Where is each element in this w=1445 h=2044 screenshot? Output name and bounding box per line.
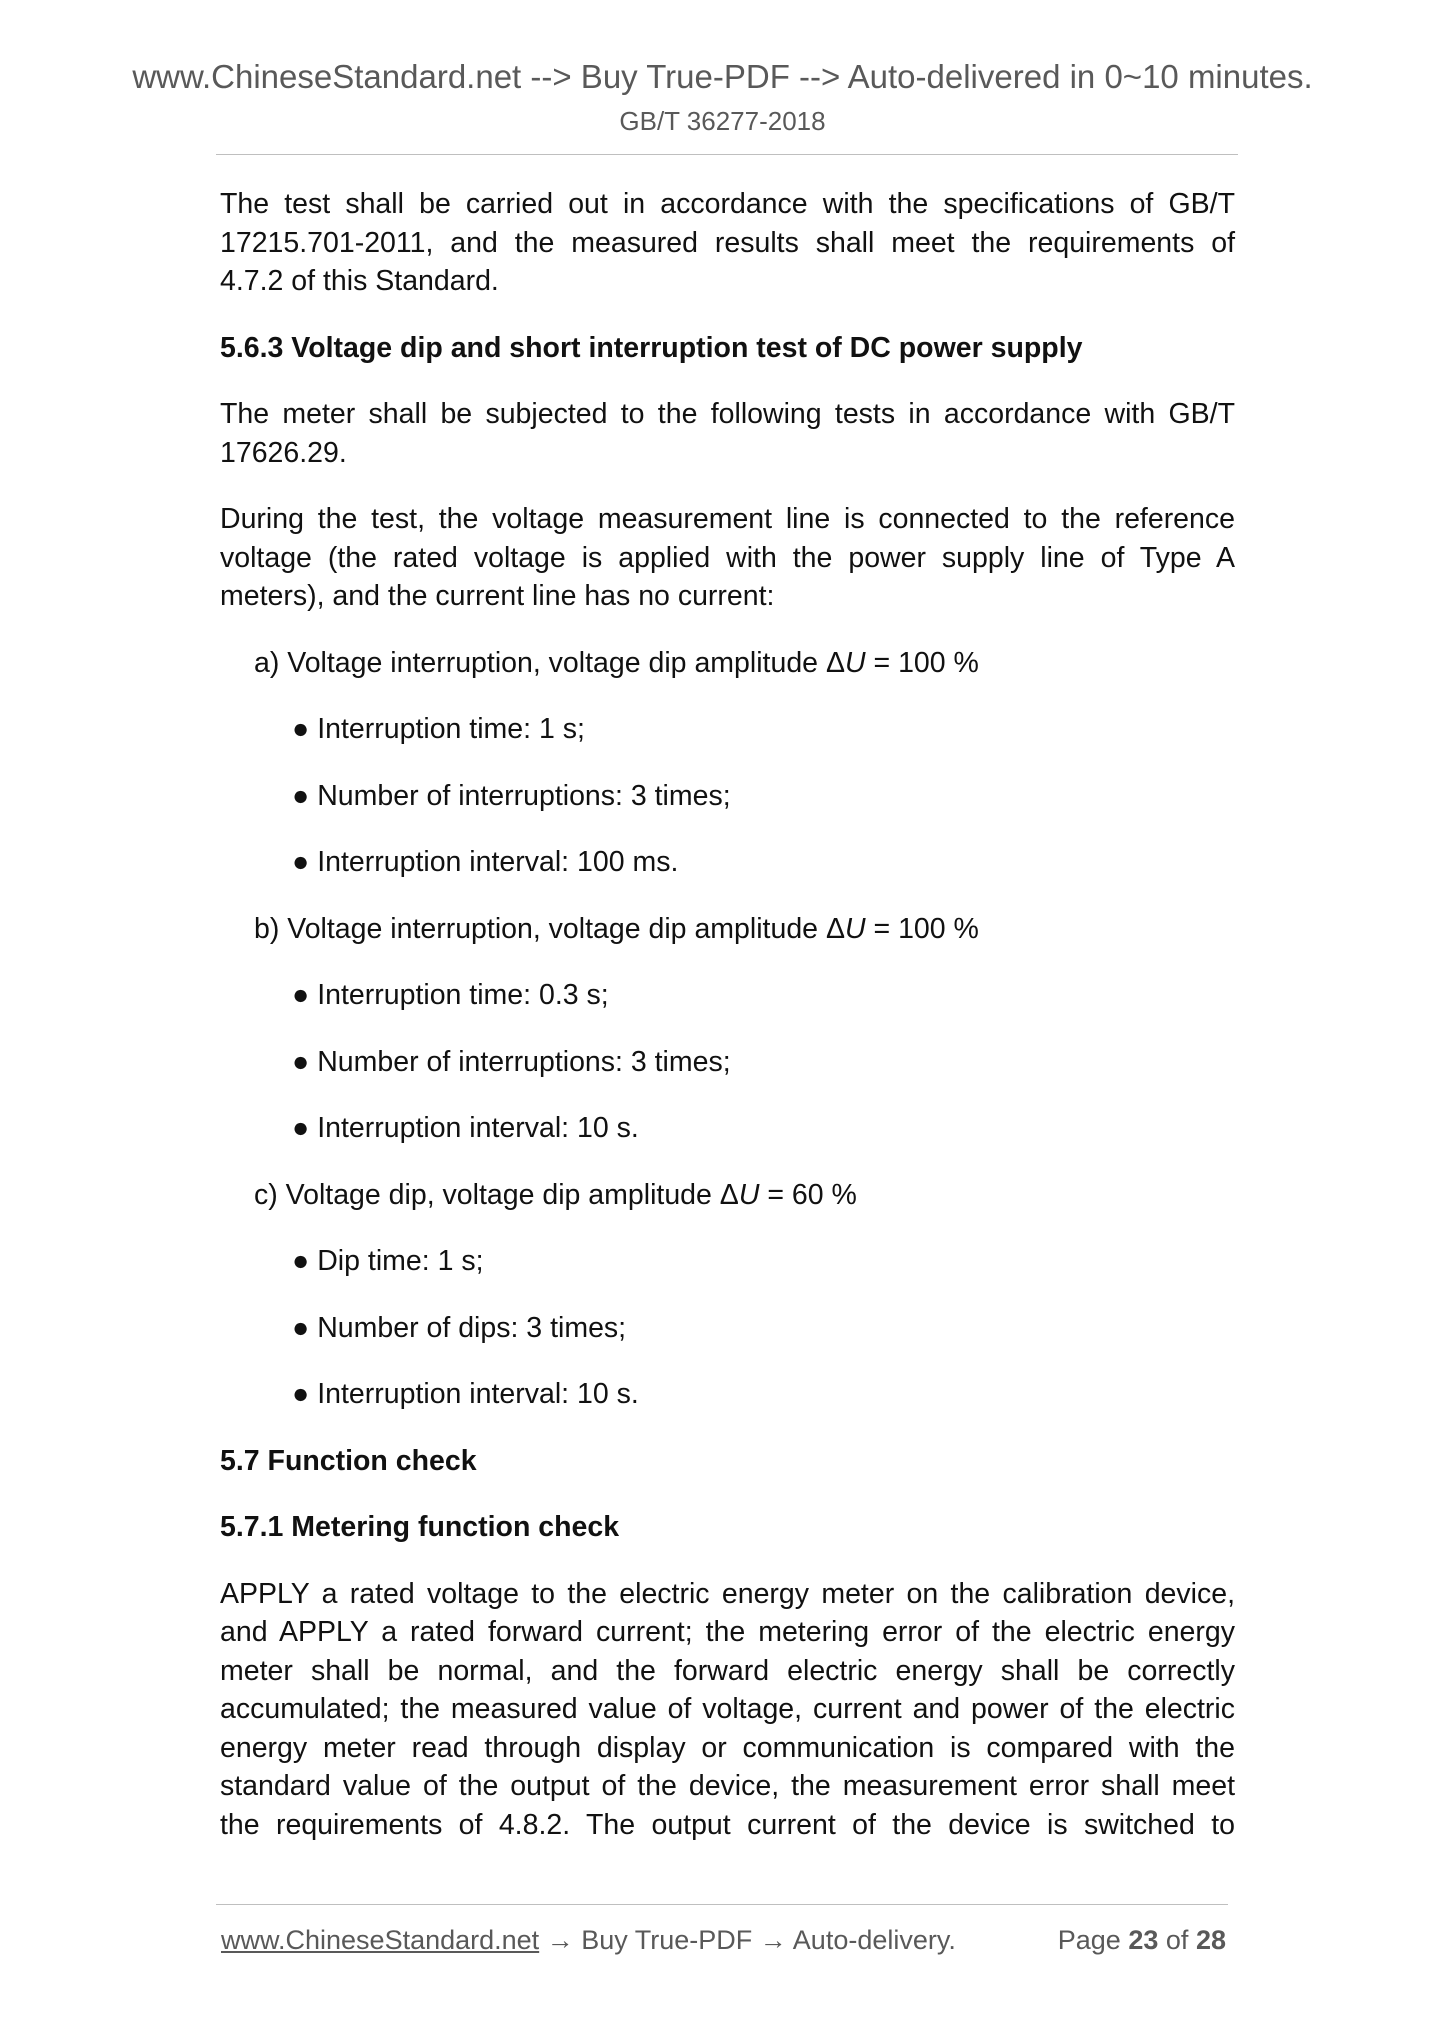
variable-u: U (738, 1178, 760, 1211)
bullet-item (220, 1309, 1235, 1348)
list-item-c (220, 1176, 1235, 1215)
apply-line: standard value of the output of the device, the measurement error shall meet (220, 1770, 1235, 1802)
section-heading-5-7: 5.7 Function check (220, 1444, 477, 1477)
bullet-text: Number of interruptions: 3 times; (317, 779, 731, 812)
section-heading-5-6-3: 5.6.3 Voltage dip and short interruption test of DC power supply (220, 331, 1083, 364)
meter-line: The meter shall be subjected to the following tests in accordance with GB/T (220, 398, 1235, 430)
apply-paragraph (220, 1575, 1235, 1845)
list-item-text: c) Voltage dip, voltage dip amplitude Δ (254, 1178, 739, 1211)
page-number: 23 (1128, 1925, 1159, 1955)
bullet-text: Number of dips: 3 times; (317, 1311, 627, 1344)
bullet-icon: ● (292, 1311, 310, 1344)
intro-line: 4.7.2 of this Standard. (220, 265, 499, 297)
variable-u: U (845, 912, 866, 945)
bullet-item (220, 1242, 1235, 1281)
apply-line: APPLY a rated voltage to the electric energy meter on the calibration device, (220, 1577, 1235, 1610)
apply-line: meter shall be normal, and the forward electric energy shall be correctly (220, 1654, 1235, 1687)
apply-line: accumulated; the measured value of voltage, current and power of the electric (220, 1693, 1235, 1725)
list-item-text: b) Voltage interruption, voltage dip amplitude Δ (254, 912, 845, 945)
site-link[interactable]: www.ChineseStandard.net (221, 1925, 540, 1955)
bullet-icon: ● (292, 1378, 310, 1410)
standard-code: GB/T 36277-2018 (619, 106, 826, 136)
during-line: meters), and the current line has no current: (220, 580, 775, 612)
list-item-text: = 100 % (865, 912, 979, 945)
bullet-icon: ● (292, 1245, 310, 1277)
auto-delivery-text: Auto-delivery. (792, 1925, 956, 1955)
apply-line: and APPLY a rated forward current; the metering error of the electric energy (220, 1616, 1235, 1648)
apply-line: energy meter read through display or communication is compared with the (220, 1731, 1235, 1764)
footer-links (221, 1925, 956, 1956)
bullet-item (220, 710, 1235, 749)
intro-paragraph (220, 185, 1235, 301)
bullet-icon: ● (292, 979, 310, 1011)
bullet-text: Interruption interval: 10 s. (317, 1112, 639, 1144)
bullet-icon: ● (292, 1045, 310, 1078)
meter-paragraph (220, 395, 1235, 472)
during-line: During the test, the voltage measurement line is connected to the reference (220, 503, 1235, 535)
total-pages: 28 (1195, 1925, 1226, 1955)
list-item-a (220, 644, 1235, 683)
during-line: voltage (the rated voltage is applied with the power supply line of Type A (220, 541, 1235, 574)
bullet-text: Interruption time: 0.3 s; (317, 979, 609, 1011)
of-label: of (1165, 1925, 1189, 1955)
bullet-icon: ● (292, 779, 310, 812)
list-item-text: = 100 % (865, 646, 979, 679)
during-paragraph (220, 500, 1235, 616)
list-item-text: a) Voltage interruption, voltage dip amplitude Δ (254, 646, 845, 679)
bullet-item (220, 1109, 1235, 1148)
meter-line: 17626.29. (220, 436, 347, 469)
intro-line: The test shall be carried out in accordance with the specifications of GB/T (220, 188, 1235, 220)
variable-u: U (845, 646, 866, 679)
arrow-right-icon: → (759, 1925, 787, 1955)
page-indicator (1058, 1925, 1226, 1956)
footer-divider (216, 1904, 1228, 1905)
header-divider (216, 154, 1238, 155)
bullet-item (220, 1375, 1235, 1414)
intro-line: 17215.701-2011, and the measured results shall meet the requirements of (220, 226, 1235, 259)
bullet-item (220, 843, 1235, 882)
bullet-item (220, 1043, 1235, 1082)
list-item-text: = 60 % (759, 1178, 857, 1211)
bullet-icon: ● (292, 1112, 310, 1144)
buy-true-pdf-text: Buy True-PDF (581, 1925, 753, 1955)
document-body (220, 185, 1235, 1844)
bullet-text: Interruption time: 1 s; (317, 713, 585, 745)
bullet-icon: ● (292, 713, 310, 745)
header-banner: www.ChineseStandard.net --> Buy True-PDF --> Auto-delivered in 0~10 minutes. (132, 58, 1313, 95)
section-heading-5-7-1: 5.7.1 Metering function check (220, 1511, 620, 1543)
arrow-right-icon: → (546, 1925, 574, 1955)
page-label: Page (1057, 1925, 1121, 1955)
bullet-item (220, 777, 1235, 816)
bullet-text: Interruption interval: 10 s. (317, 1378, 639, 1410)
list-item-b (220, 910, 1235, 949)
apply-line: the requirements of 4.8.2. The output current of the device is switched to (220, 1808, 1235, 1841)
bullet-item (220, 976, 1235, 1015)
bullet-text: Number of interruptions: 3 times; (317, 1045, 731, 1078)
bullet-icon: ● (292, 846, 310, 878)
bullet-text: Dip time: 1 s; (317, 1245, 484, 1277)
bullet-text: Interruption interval: 100 ms. (317, 846, 679, 878)
